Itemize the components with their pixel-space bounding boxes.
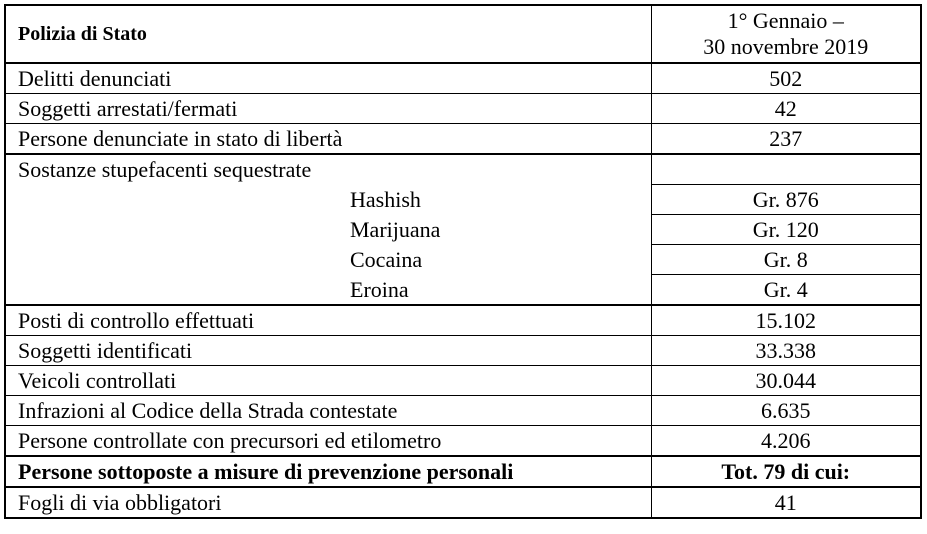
row-label: Posti di controllo effettuati	[5, 305, 651, 336]
statistics-table	[4, 4, 922, 519]
drug-item-value: Gr. 8	[651, 245, 921, 275]
row-label: Soggetti arrestati/fermati	[5, 94, 651, 124]
drug-item-label: Eroina	[5, 275, 651, 306]
table-row	[5, 426, 921, 457]
table-row	[5, 124, 921, 155]
drugs-label: Sostanze stupefacenti sequestrate	[5, 154, 651, 185]
drug-item-label: Hashish	[5, 185, 651, 215]
row-value: 15.102	[651, 305, 921, 336]
table-row-drug-item	[5, 185, 921, 215]
table-header-row	[5, 5, 921, 63]
table-row	[5, 63, 921, 94]
header-label: Polizia di Stato	[5, 5, 651, 63]
header-period-line1: 1° Gennaio –	[727, 8, 844, 33]
drug-item-value: Gr. 4	[651, 275, 921, 306]
drug-item-value: Gr. 120	[651, 215, 921, 245]
table-row	[5, 305, 921, 336]
row-value: 41	[651, 487, 921, 518]
table-row-prevention	[5, 456, 921, 487]
prevention-label: Persone sottoposte a misure di prevenzione personali	[5, 456, 651, 487]
row-label: Fogli di via obbligatori	[5, 487, 651, 518]
row-value: 33.338	[651, 336, 921, 366]
table-row	[5, 487, 921, 518]
header-period	[651, 5, 921, 63]
row-label: Infrazioni al Codice della Strada contestate	[5, 396, 651, 426]
row-value: 6.635	[651, 396, 921, 426]
table-row-drug-item	[5, 215, 921, 245]
header-period-line2: 30 novembre 2019	[703, 34, 869, 59]
table-row	[5, 336, 921, 366]
table-row	[5, 366, 921, 396]
row-label: Persone controllate con precursori ed etilometro	[5, 426, 651, 457]
table-row	[5, 396, 921, 426]
table-row	[5, 94, 921, 124]
prevention-value: Tot. 79 di cui:	[651, 456, 921, 487]
drugs-value	[651, 154, 921, 185]
row-label: Veicoli controllati	[5, 366, 651, 396]
row-value: 42	[651, 94, 921, 124]
drug-item-value: Gr. 876	[651, 185, 921, 215]
table-row-drug-item	[5, 245, 921, 275]
row-value: 4.206	[651, 426, 921, 457]
table-row-drug-item	[5, 275, 921, 306]
drug-item-label: Cocaina	[5, 245, 651, 275]
row-value: 502	[651, 63, 921, 94]
row-value: 237	[651, 124, 921, 155]
row-value: 30.044	[651, 366, 921, 396]
row-label: Persone denunciate in stato di libertà	[5, 124, 651, 155]
row-label: Delitti denunciati	[5, 63, 651, 94]
drug-item-label: Marijuana	[5, 215, 651, 245]
table-row-drugs	[5, 154, 921, 185]
row-label: Soggetti identificati	[5, 336, 651, 366]
